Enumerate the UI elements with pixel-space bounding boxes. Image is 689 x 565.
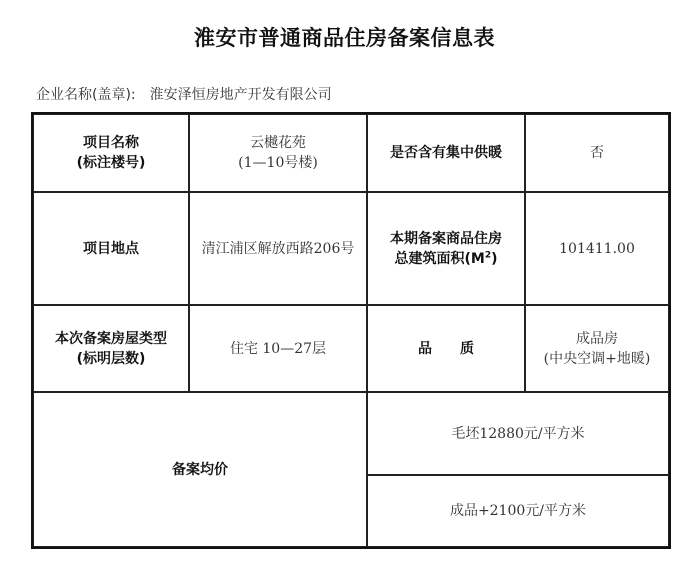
rough-price-value: 毛坯12880元/平方米 [451, 425, 585, 442]
central-heating-value-cell [525, 114, 669, 192]
avg-price-label: 备案均价 [172, 461, 228, 478]
central-heating-label: 是否含有集中供暖 [390, 145, 502, 161]
quality-value-cell [525, 305, 669, 392]
project-building-range: (1—10号楼) [238, 155, 318, 171]
floor-area-label-cell [367, 192, 525, 305]
location-value-cell [189, 192, 367, 305]
quality-label: 品 质 [418, 340, 474, 357]
quality-value: 成品房 [576, 330, 618, 347]
central-heating-value: 否 [590, 145, 604, 161]
location-label: 项目地点 [83, 240, 139, 257]
company-line [36, 84, 332, 104]
location-value: 清江浦区解放西路206号 [201, 240, 355, 257]
floor-area-label-unit: 总建筑面积$(M^2)$ [394, 249, 498, 267]
house-type-value: 住宅 10—27层 [229, 340, 327, 357]
finished-price-value: 成品+2100元/平方米 [449, 503, 587, 519]
location-label-cell [33, 192, 189, 305]
central-heating-label-cell [367, 114, 525, 192]
house-type-label-cell [33, 305, 189, 392]
quality-value-detail: (中央空调+地暖) [543, 350, 651, 367]
floor-area-value: 101411.00 [559, 240, 635, 257]
rough-price-cell [367, 392, 669, 475]
finished-price-cell [367, 475, 669, 547]
floor-area-label: 本期备案商品住房 [390, 230, 502, 247]
house-type-value-cell [189, 305, 367, 392]
avg-price-label-cell [33, 392, 367, 547]
project-name-value: 云樾花苑 [250, 135, 306, 151]
house-type-label: 本次备案房屋类型 [55, 330, 167, 347]
floor-area-value-cell [525, 192, 669, 305]
house-type-label-note: (标明层数) [76, 350, 146, 367]
project-name-label-cell [33, 114, 189, 192]
company-label: 企业名称(盖章): [36, 87, 136, 103]
project-name-label-note: (标注楼号) [76, 155, 146, 171]
filing-info-table [31, 112, 671, 549]
page-title: 淮安市普通商品住房备案信息表 [194, 26, 495, 50]
project-name-value-cell [189, 114, 367, 192]
project-name-label: 项目名称 [83, 135, 139, 151]
company-name: 淮安泽恒房地产开发有限公司 [149, 87, 332, 103]
quality-label-cell [367, 305, 525, 392]
